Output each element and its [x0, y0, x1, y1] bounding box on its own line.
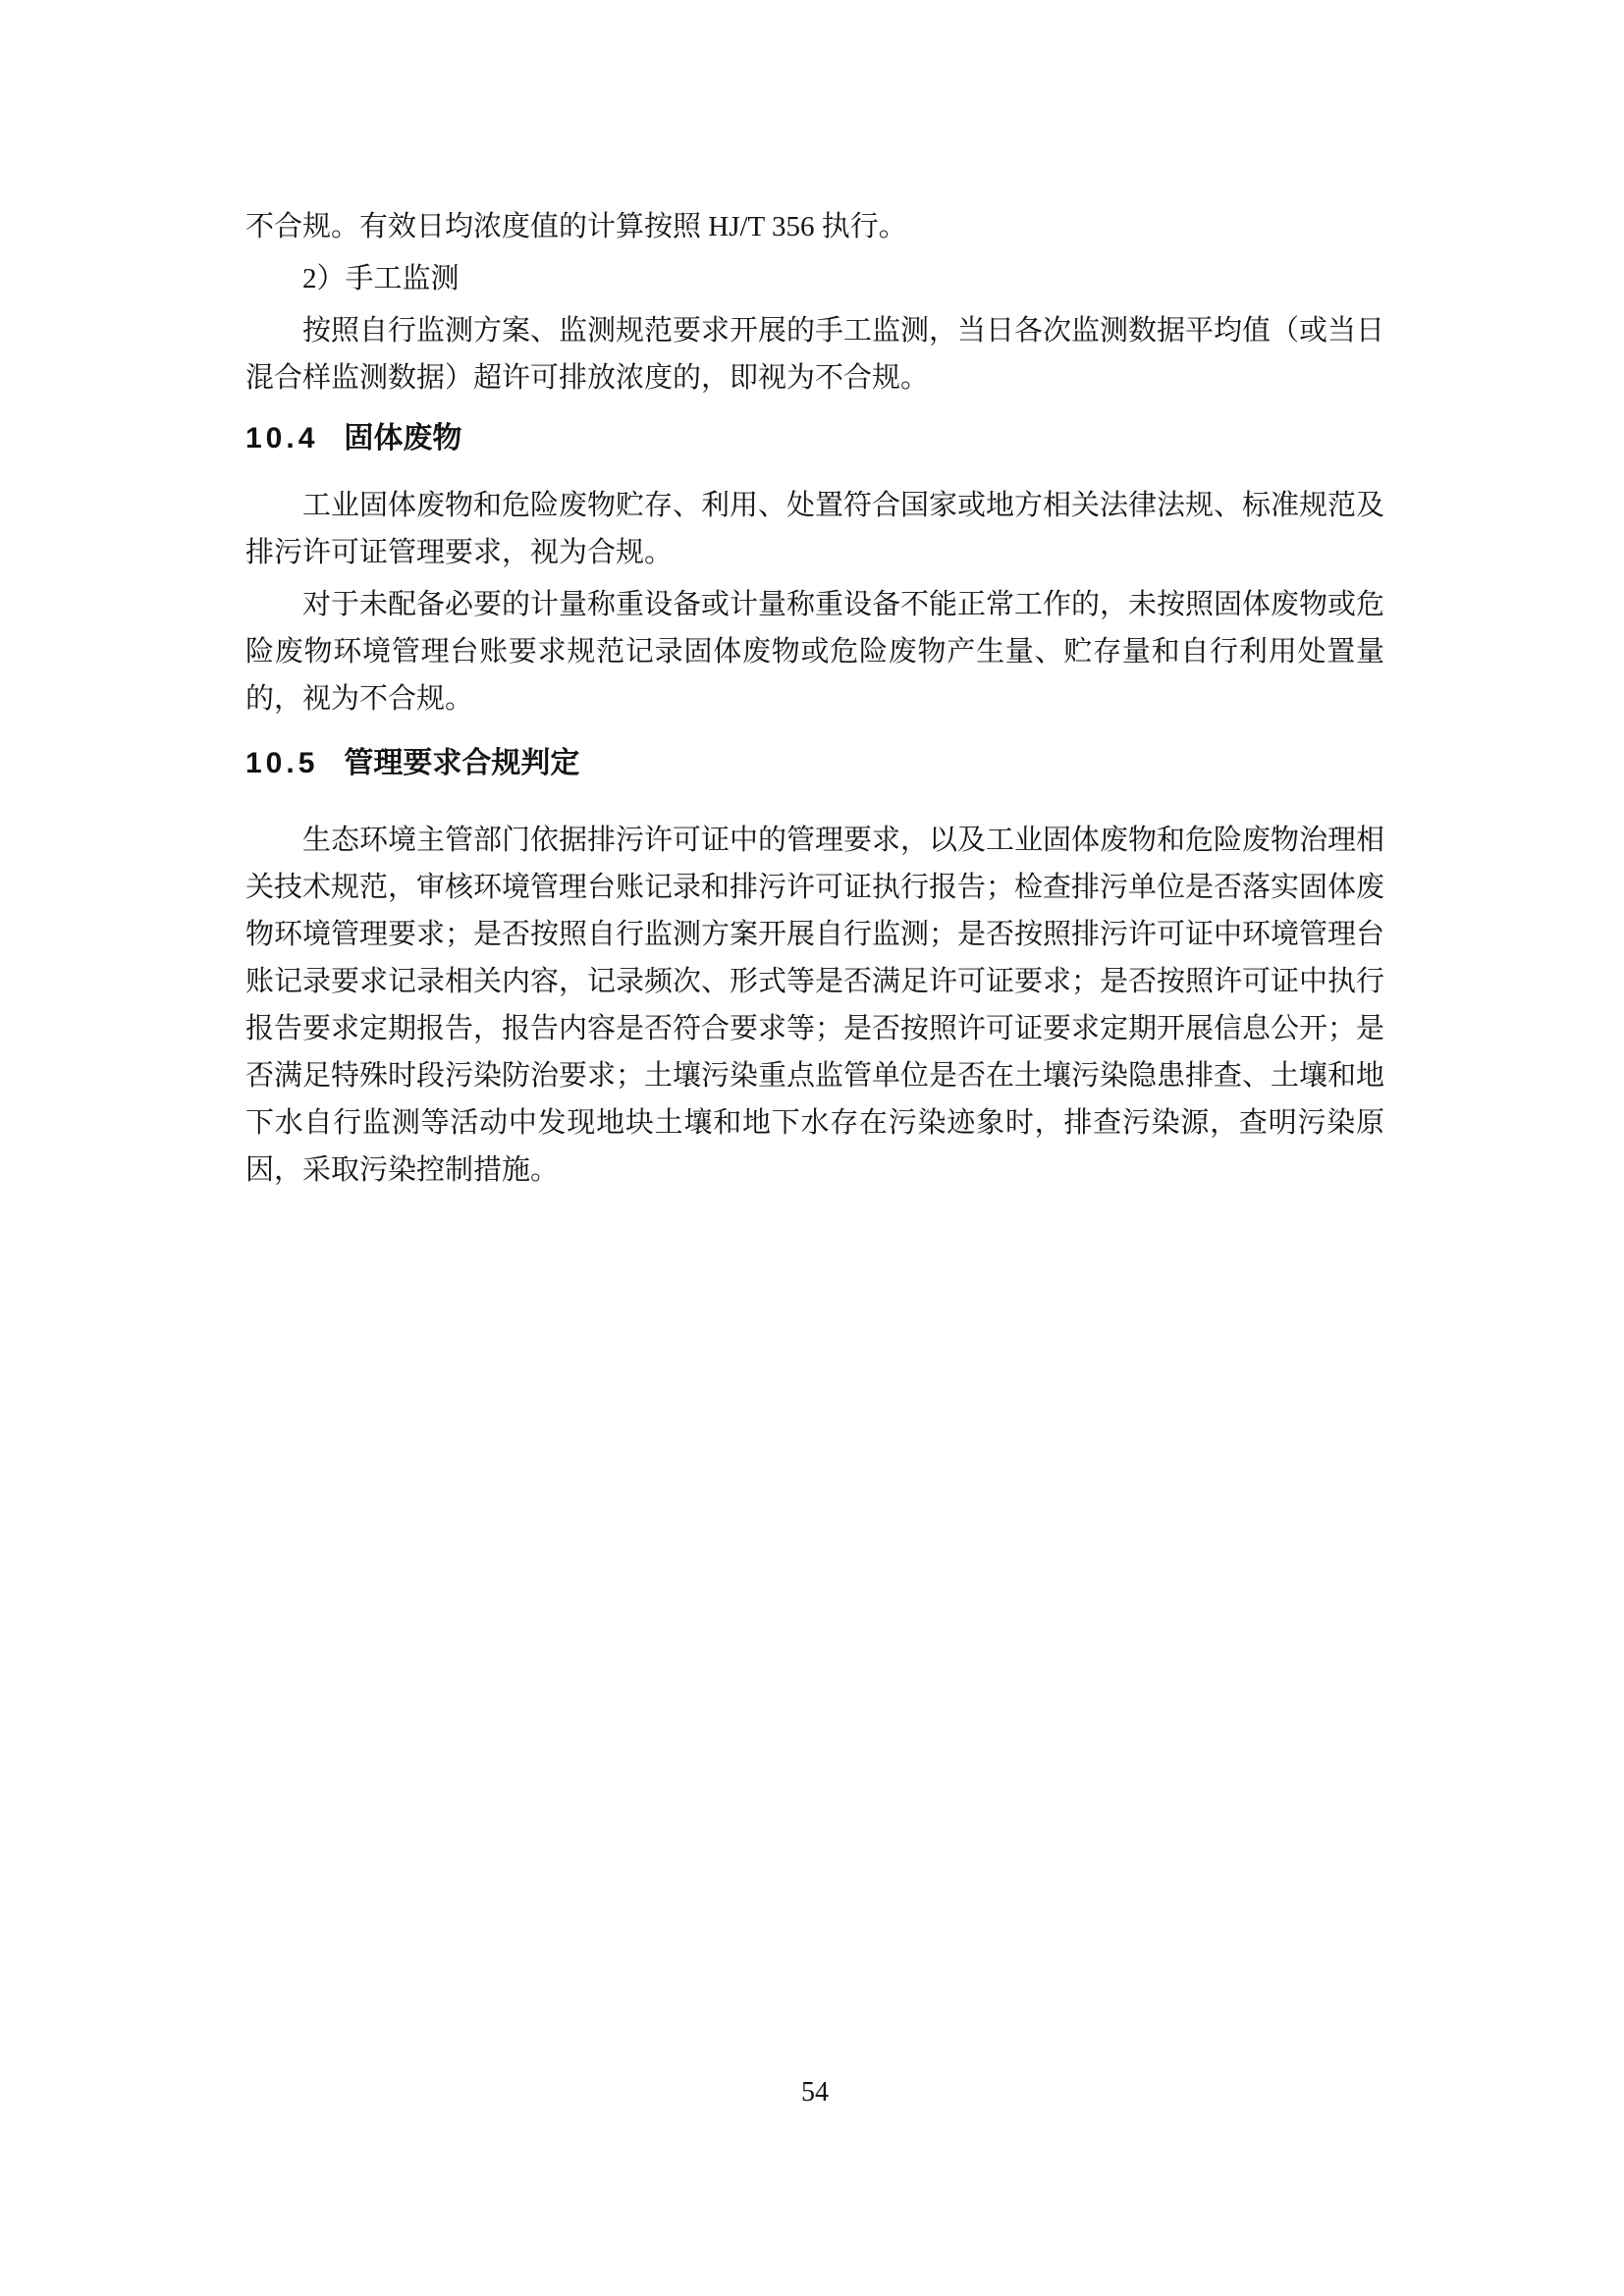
section-heading-10-4 — [245, 415, 1384, 462]
paragraph-manual-monitoring: 按照自行监测方案、监测规范要求开展的手工监测，当日各次监测数据平均值（或当日混合样监测数据）超许可排放浓度的，即视为不合规。 — [245, 315, 1385, 394]
heading-title: 固体废物 — [344, 422, 462, 454]
paragraph-continuation: 不合规。有效日均浓度值的计算按照 HJ/T 356 执行。 — [245, 211, 907, 242]
list-item-2-manual-monitoring: 2）手工监测 — [302, 263, 460, 294]
heading-title: 管理要求合规判定 — [344, 747, 580, 779]
heading-number: 10.5 — [245, 747, 319, 779]
page-body — [245, 203, 1384, 1199]
paragraph-management-compliance: 生态环境主管部门依据排污许可证中的管理要求，以及工业固体废物和危险废物治理相关技术规范，审核环境管理台账记录和排污许可证执行报告；检查排污单位是否落实固体废物环境管理要求；是否按照自行监测方案开展自行监测；是否按照排污许可证中环境管理台账记录要求记录相关内容，记录频次、形式等是否满足许可证要求；是否按照许可证中执行报告要求定期报告，报告内容是否符合要求等；是否按照许可证要求定期开展信息公开；是否满足特殊时段污染防治要求；土壤污染重点监管单位是否在土壤污染隐患排查、土壤和地下水自行监测等活动中发现地块土壤和地下水存在污染迹象时，排查污染源，查明污染原因，采取污染控制措施。 — [245, 825, 1385, 1186]
paragraph-solid-waste-noncompliance: 对于未配备必要的计量称重设备或计量称重设备不能正常工作的，未按照固体废物或危险废物环境管理台账要求规范记录固体废物或危险废物产生量、贮存量和自行利用处置量的，视为不合规。 — [245, 589, 1385, 715]
paragraph-solid-waste-compliance: 工业固体废物和危险废物贮存、利用、处置符合国家或地方相关法律法规、标准规范及排污许可证管理要求，视为合规。 — [245, 490, 1385, 568]
heading-number: 10.4 — [245, 422, 319, 454]
page-number: 54 — [801, 2077, 829, 2108]
section-heading-10-5 — [245, 740, 1384, 787]
